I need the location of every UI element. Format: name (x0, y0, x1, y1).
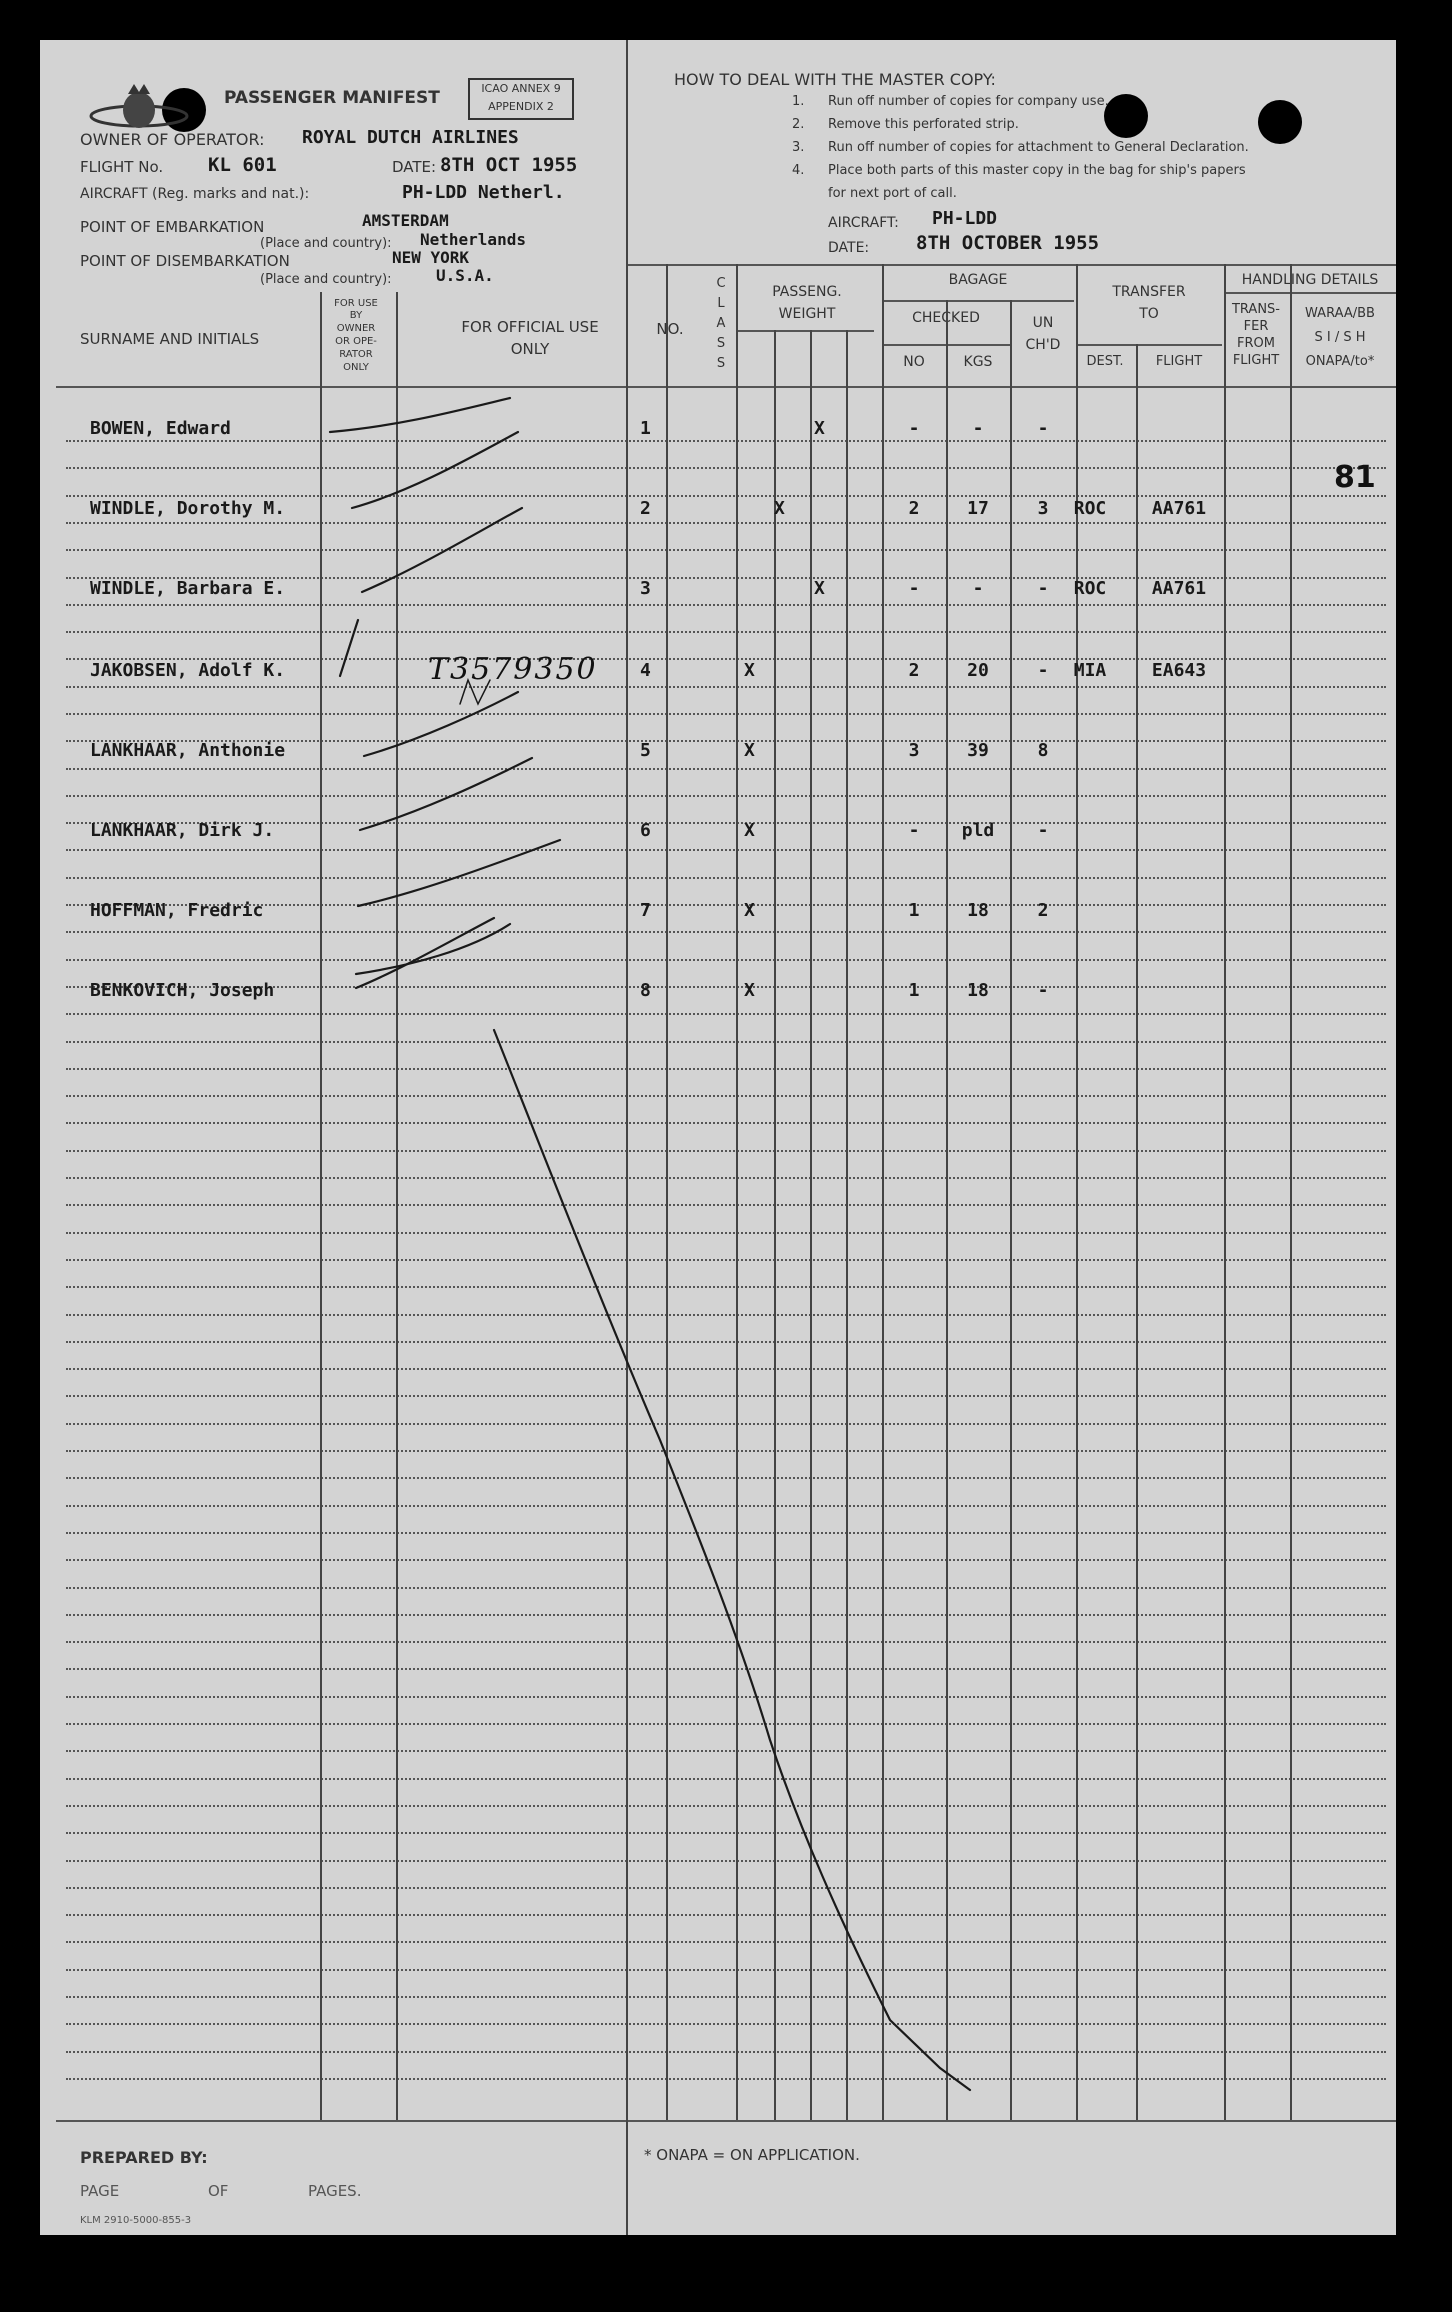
instruction-number: 2. (792, 117, 805, 132)
bags-count: - (908, 578, 920, 599)
col-owner-use-line: BY (349, 310, 363, 321)
form-code: KLM 2910-5000-855-3 (80, 2215, 192, 2226)
weight-mark: X (744, 820, 755, 841)
disembark-sub: (Place and country): (260, 272, 392, 287)
date-label: DATE: (392, 158, 437, 176)
passenger-name: BOWEN, Edward (90, 418, 231, 439)
bags-unchd: - (1037, 660, 1049, 681)
bags-count: 1 (908, 900, 920, 921)
of-label: OF (208, 2182, 229, 2200)
embark-sub: (Place and country): (260, 236, 392, 251)
weight-mark: X (814, 418, 825, 439)
col-passeng: WEIGHT (778, 306, 836, 322)
col-no: NO. (656, 320, 684, 338)
col-transfer: TO (1139, 306, 1159, 322)
col-class-letter: C (716, 276, 726, 291)
instruction-number: 4. (792, 163, 805, 178)
instruction-text: Place both parts of this master copy in the bag for ship's papers (828, 163, 1246, 178)
bags-kgs: - (972, 578, 984, 599)
passenger-no: 7 (640, 900, 651, 921)
bags-count: 3 (908, 740, 920, 761)
weight-mark: X (774, 498, 785, 519)
bags-unchd: 8 (1037, 740, 1049, 761)
passenger-no: 8 (640, 980, 651, 1001)
col-transfer-from-line: FROM (1237, 336, 1275, 351)
instruction-number: 3. (792, 140, 805, 155)
instruction-number: 1. (792, 94, 805, 109)
bags-unchd: - (1037, 820, 1049, 841)
bags-unchd: - (1037, 980, 1049, 1001)
col-owner-use-line: ONLY (343, 362, 369, 373)
passenger-no: 1 (640, 418, 651, 439)
col-surname: SURNAME AND INITIALS (80, 330, 260, 348)
owner-value: ROYAL DUTCH AIRLINES (302, 127, 519, 148)
date-value: 8TH OCT 1955 (440, 154, 578, 176)
embark-country: Netherlands (420, 230, 526, 249)
passenger-no: 4 (640, 660, 651, 681)
transfer-dest: MIA (1073, 660, 1107, 681)
disembark-label: POINT OF DISEMBARKATION (80, 252, 290, 270)
passenger-no: 5 (640, 740, 651, 761)
passenger-no: 3 (640, 578, 651, 599)
col-bag-no: NO (903, 354, 925, 370)
instr-date-label: DATE: (828, 240, 870, 256)
col-transfer-from-line: FLIGHT (1232, 353, 1280, 368)
instr-aircraft-value: PH-LDD (932, 208, 998, 229)
weight-mark: X (744, 980, 755, 1001)
bags-unchd: 2 (1037, 900, 1049, 921)
manifest-title: PASSENGER MANIFEST (224, 88, 440, 108)
embark-value: AMSTERDAM (362, 211, 449, 230)
col-class-letter: S (716, 356, 726, 371)
passenger-no: 6 (640, 820, 651, 841)
passenger-name: BENKOVICH, Joseph (90, 980, 275, 1001)
transfer-dest: ROC (1073, 578, 1107, 599)
col-checked: CHECKED (912, 310, 980, 326)
pen-strokes (40, 40, 1396, 2235)
pages-label: PAGES. (308, 2182, 362, 2200)
instruction-text: Remove this perforated strip. (828, 117, 1019, 132)
flight-label: FLIGHT No. (80, 158, 164, 176)
owner-label: OWNER OF OPERATOR: (80, 130, 265, 149)
passenger-no: 2 (640, 498, 651, 519)
weight-mark: X (744, 660, 755, 681)
bags-count: 2 (908, 660, 920, 681)
embark-label: POINT OF EMBARKATION (80, 218, 265, 236)
bags-kgs: 20 (967, 660, 989, 681)
col-transfer-from-line: TRANS- (1231, 302, 1280, 317)
instruction-text: Run off number of copies for company use. (828, 94, 1109, 109)
onapa-note: * ONAPA = ON APPLICATION. (644, 2146, 860, 2164)
passenger-name: LANKHAAR, Anthonie (90, 740, 286, 761)
bags-kgs: 18 (967, 980, 989, 1001)
passenger-name: LANKHAAR, Dirk J. (90, 820, 275, 841)
col-waraa-line: ONAPA/to* (1305, 354, 1375, 369)
instruction-text: Run off number of copies for attachment to General Declaration. (828, 140, 1249, 155)
col-owner-use-line: OR OPE- (335, 336, 377, 347)
transfer-flight: AA761 (1151, 498, 1207, 519)
col-owner-use-line: OWNER (336, 323, 376, 334)
bags-unchd: - (1037, 578, 1049, 599)
col-official: FOR OFFICIAL USE (461, 318, 599, 336)
flight-value: KL 601 (208, 154, 277, 176)
transfer-dest: ROC (1073, 498, 1107, 519)
col-class-letter: A (716, 316, 726, 331)
col-class-letter: S (716, 336, 726, 351)
bags-unchd: 3 (1037, 498, 1049, 519)
passenger-name: WINDLE, Dorothy M. (90, 498, 286, 519)
col-passeng: PASSENG. (772, 284, 842, 300)
bags-kgs: 39 (967, 740, 989, 761)
icao-line: ICAO ANNEX 9 (481, 82, 561, 95)
aircraft-value: PH-LDD Netherl. (402, 182, 565, 203)
bags-count: 1 (908, 980, 920, 1001)
col-waraa-line: S I / S H (1314, 330, 1366, 345)
handwritten-number: 81 (1334, 460, 1376, 495)
passenger-name: HOFFMAN, Fredric (90, 900, 264, 921)
manifest-sheet (40, 40, 1396, 2235)
weight-mark: X (814, 578, 825, 599)
weight-mark: X (744, 740, 755, 761)
bags-count: 2 (908, 498, 920, 519)
instr-aircraft-label: AIRCRAFT: (828, 215, 899, 231)
col-transfer-from-line: FER (1243, 319, 1269, 334)
instr-date-value: 8TH OCTOBER 1955 (916, 232, 1100, 254)
col-flight: FLIGHT (1155, 354, 1203, 369)
transfer-flight: EA643 (1151, 660, 1207, 681)
bags-kgs: 18 (967, 900, 989, 921)
col-unchd: UN (1032, 315, 1054, 331)
col-unchd: CH'D (1025, 337, 1061, 353)
instructions-title: HOW TO DEAL WITH THE MASTER COPY: (674, 70, 996, 89)
bags-kgs: pld (961, 820, 995, 841)
disembark-value: NEW YORK (392, 248, 470, 267)
weight-mark: X (744, 900, 755, 921)
icao-line: APPENDIX 2 (488, 100, 554, 113)
disembark-country: U.S.A. (436, 266, 494, 285)
aircraft-label: AIRCRAFT (Reg. marks and nat.): (80, 186, 310, 202)
passenger-name: WINDLE, Barbara E. (90, 578, 286, 599)
handwritten-official-number: T3579350 (428, 652, 598, 687)
col-bagage: BAGAGE (948, 272, 1008, 288)
col-owner-use-line: RATOR (339, 349, 373, 360)
col-owner-use-line: FOR USE (334, 298, 378, 309)
col-official: ONLY (510, 340, 550, 358)
instruction-text: for next port of call. (828, 186, 957, 201)
col-handling: HANDLING DETAILS (1241, 272, 1379, 288)
bags-kgs: - (972, 418, 984, 439)
passenger-name: JAKOBSEN, Adolf K. (90, 660, 286, 681)
bags-unchd: - (1037, 418, 1049, 439)
bags-kgs: 17 (967, 498, 989, 519)
col-waraa-line: WARAA/BB (1305, 306, 1375, 321)
page-label: PAGE (80, 2182, 120, 2200)
transfer-flight: AA761 (1151, 578, 1207, 599)
bags-count: - (908, 418, 920, 439)
prepared-by: PREPARED BY: (80, 2148, 208, 2167)
col-class-letter: L (717, 296, 725, 311)
bags-count: - (908, 820, 920, 841)
col-kgs: KGS (963, 354, 993, 370)
col-transfer: TRANSFER (1112, 284, 1186, 300)
col-dest: DEST. (1086, 354, 1124, 369)
